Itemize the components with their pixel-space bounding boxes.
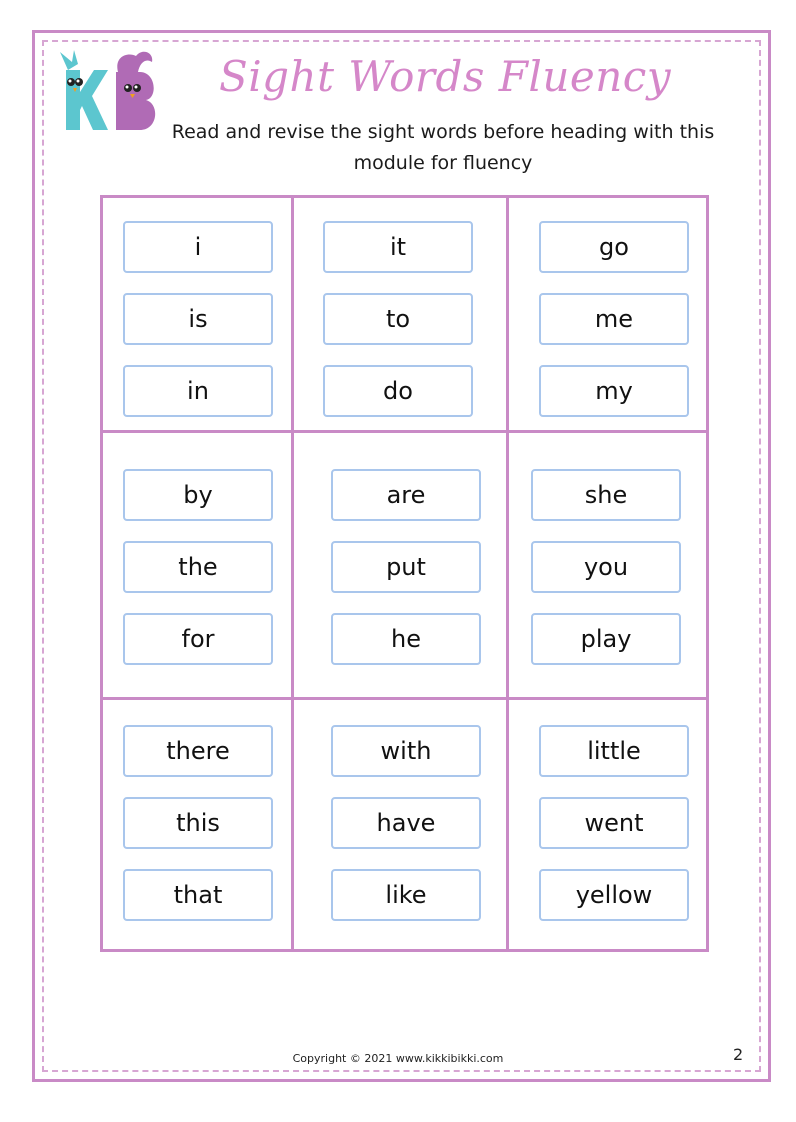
word-card: to bbox=[323, 293, 473, 345]
word-card: i bbox=[123, 221, 273, 273]
word-card: she bbox=[531, 469, 681, 521]
grid-divider-h2 bbox=[103, 697, 707, 700]
grid-divider-v2 bbox=[506, 198, 509, 952]
word-card: do bbox=[323, 365, 473, 417]
word-card: went bbox=[539, 797, 689, 849]
subtitle-line-1: Read and revise the sight words before heading with this bbox=[171, 121, 715, 143]
word-card: he bbox=[331, 613, 481, 665]
word-card: there bbox=[123, 725, 273, 777]
page-title: Sight Words Fluency bbox=[218, 52, 672, 101]
word-card: that bbox=[123, 869, 273, 921]
word-card: with bbox=[331, 725, 481, 777]
word-card: are bbox=[331, 469, 481, 521]
word-card: play bbox=[531, 613, 681, 665]
word-card: for bbox=[123, 613, 273, 665]
word-card: by bbox=[123, 469, 273, 521]
page-subtitle bbox=[130, 117, 756, 179]
word-card: my bbox=[539, 365, 689, 417]
word-card: it bbox=[323, 221, 473, 273]
word-card: put bbox=[331, 541, 481, 593]
word-card: the bbox=[123, 541, 273, 593]
page-number: 2 bbox=[733, 1045, 744, 1064]
grid-divider-h1 bbox=[103, 430, 707, 433]
grid-divider-v1 bbox=[291, 198, 294, 952]
subtitle-line-2: module for fluency bbox=[353, 152, 533, 174]
word-card: is bbox=[123, 293, 273, 345]
word-card: this bbox=[123, 797, 273, 849]
word-card: you bbox=[531, 541, 681, 593]
word-card: go bbox=[539, 221, 689, 273]
copyright-text: Copyright © 2021 www.kikkibikki.com bbox=[292, 1052, 504, 1065]
word-card: yellow bbox=[539, 869, 689, 921]
word-card: in bbox=[123, 365, 273, 417]
word-card: little bbox=[539, 725, 689, 777]
word-card: like bbox=[331, 869, 481, 921]
word-card: have bbox=[331, 797, 481, 849]
word-card: me bbox=[539, 293, 689, 345]
